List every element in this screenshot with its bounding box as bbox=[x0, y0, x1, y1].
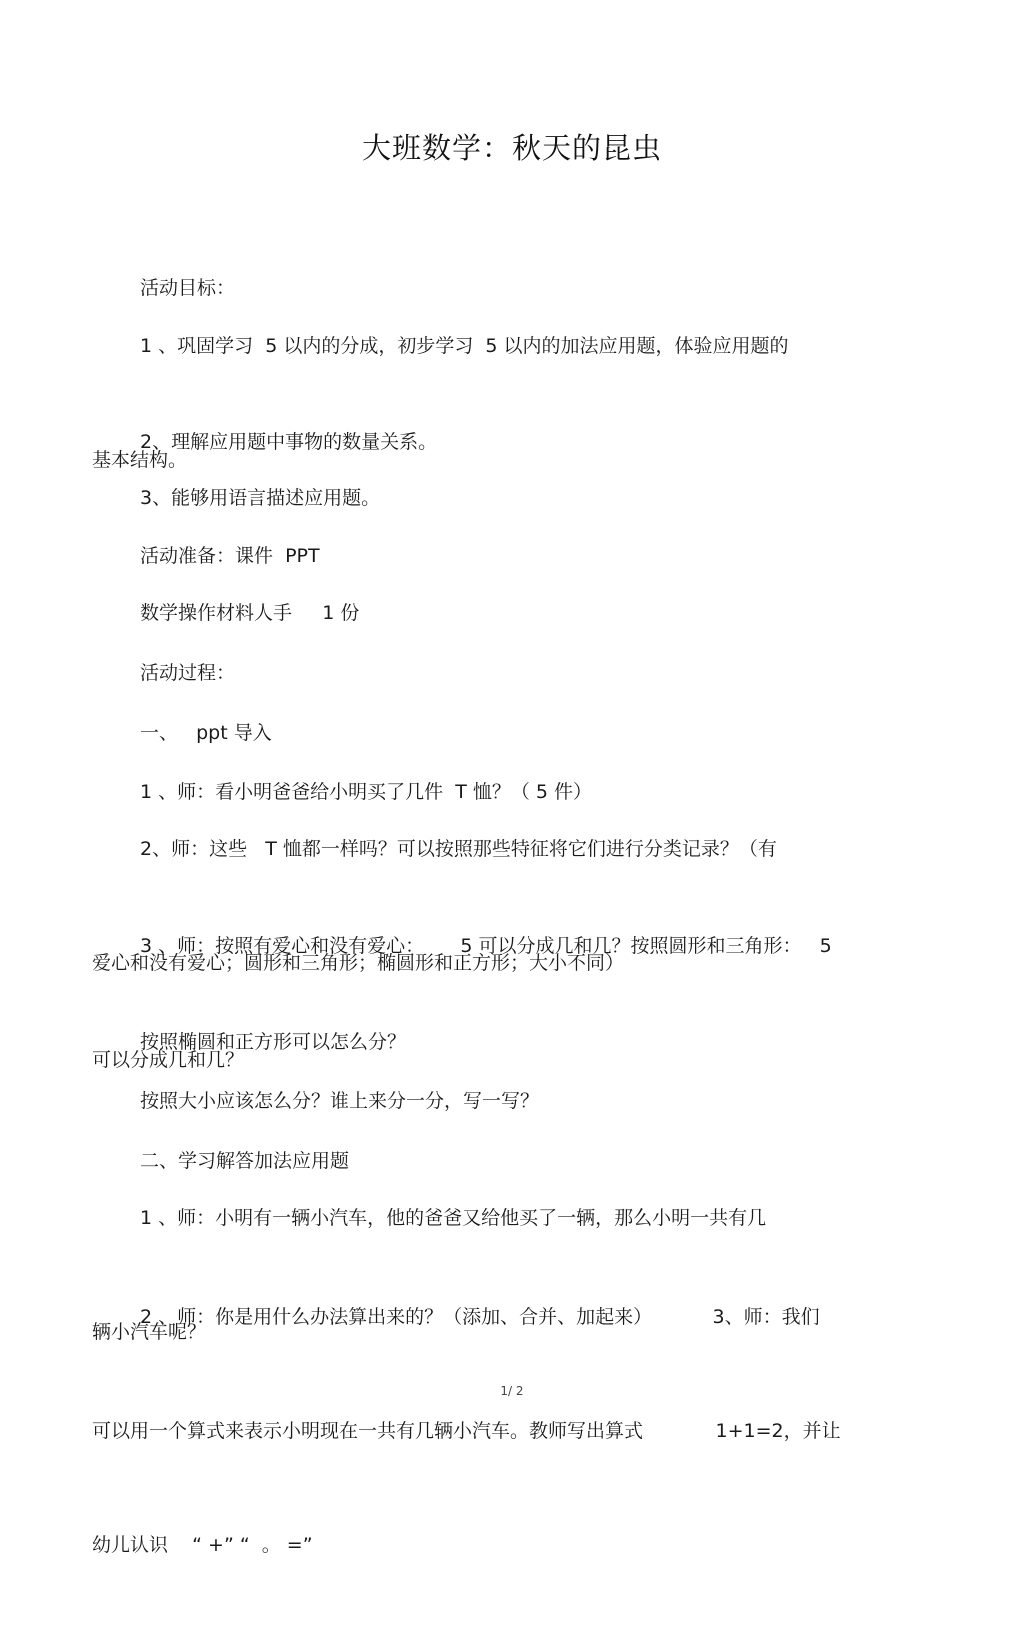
text-line: 1 、巩固学习 5 以内的分成，初步学习 5 以内的加法应用题，体验应用题的 bbox=[140, 335, 789, 357]
text-line: 活动准备：课件 PPT bbox=[140, 545, 320, 567]
document-title: 大班数学：秋天的昆虫 bbox=[361, 131, 662, 165]
text-line: 3、能够用语言描述应用题。 bbox=[140, 487, 381, 509]
text-line: 幼儿认识 “ +” “ 。 =” bbox=[92, 1534, 313, 1556]
text-line: 活动目标： bbox=[140, 277, 236, 299]
text-line: 基本结构。 bbox=[92, 449, 188, 471]
text-line: 1 、师：看小明爸爸给小明买了几件 T 恤？（ 5 件） bbox=[140, 781, 593, 803]
text-line: 2 、师：你是用什么办法算出来的？（添加、合并、加起来） 3、师：我们 bbox=[140, 1306, 820, 1328]
text-line: 1 、师：小明有一辆小汽车，他的爸爸又给他买了一辆，那么小明一共有几 bbox=[140, 1207, 767, 1229]
text-line: 可以用一个算式来表示小明现在一共有几辆小汽车。教师写出算式 1+1=2，并让 bbox=[92, 1420, 841, 1442]
text-line: 爱心和没有爱心；圆形和三角形；椭圆形和正方形；大小不同） bbox=[92, 952, 625, 974]
text-line: 按照椭圆和正方形可以怎么分？ bbox=[140, 1031, 407, 1053]
page-number: 1/ 2 bbox=[500, 1384, 524, 1398]
text-line: 辆小汽车呢？ bbox=[92, 1321, 207, 1343]
text-line: 二、学习解答加法应用题 bbox=[140, 1150, 350, 1172]
text-line: 可以分成几和几？ bbox=[92, 1049, 245, 1071]
step-2-2-3 bbox=[92, 1222, 932, 1640]
text-line: 3 、师：按照有爱心和没有爱心： 5 可以分成几和几？按照圆形和三角形： 5 bbox=[140, 935, 832, 957]
text-line: 数学操作材料人手 1 份 bbox=[140, 602, 360, 624]
text-line: 2、理解应用题中事物的数量关系。 bbox=[140, 431, 438, 453]
text-line: 活动过程： bbox=[140, 662, 236, 684]
text-line: 2、师：这些 T 恤都一样吗？可以按照那些特征将它们进行分类记录？（有 bbox=[140, 838, 777, 860]
text-line: 一、 ppt 导入 bbox=[140, 722, 272, 744]
text-line: 按照大小应该怎么分？谁上来分一分，写一写？ bbox=[140, 1090, 540, 1112]
